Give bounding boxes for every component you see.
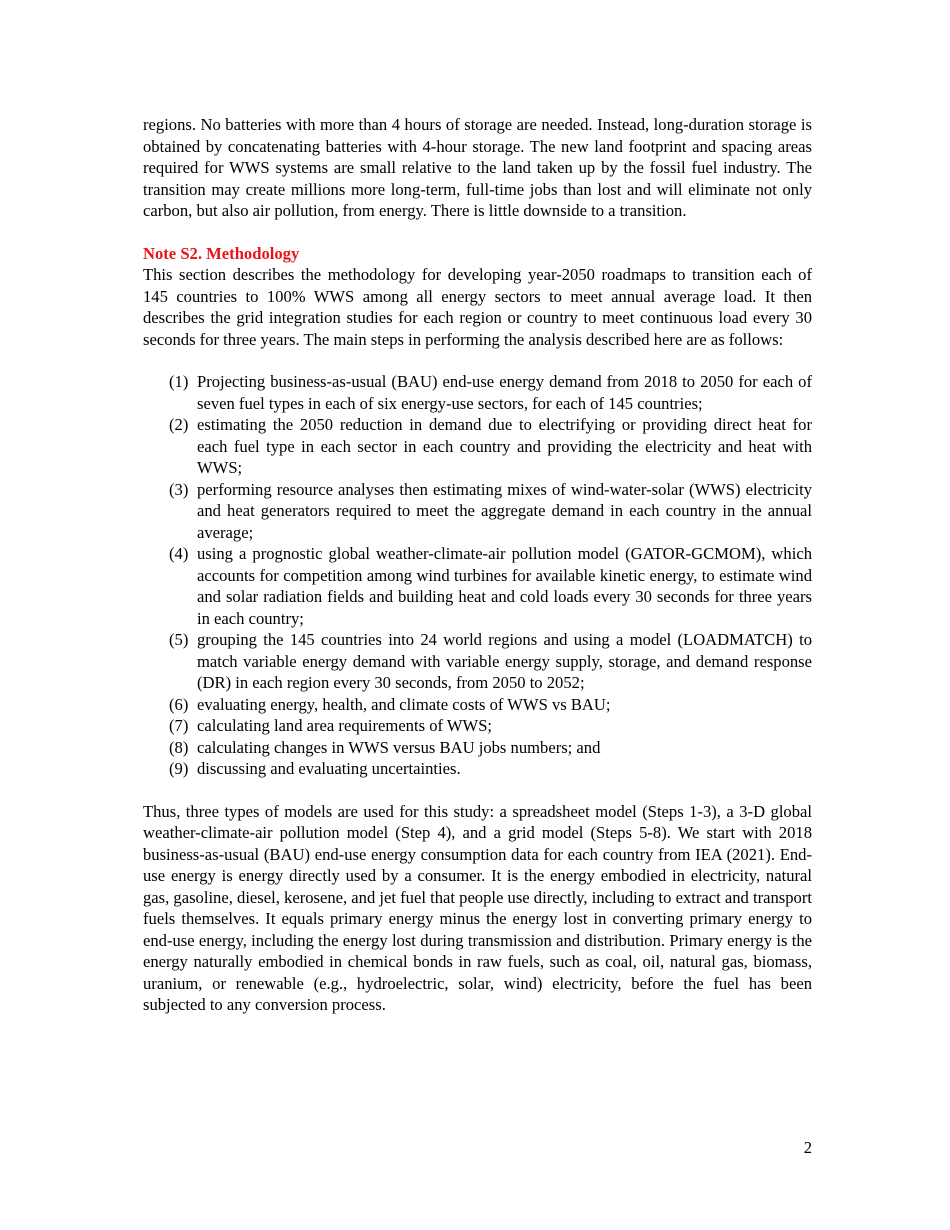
list-item xyxy=(143,737,812,759)
list-item-number: (7) xyxy=(169,716,189,735)
list-item-number: (1) xyxy=(169,372,189,391)
list-item-text: grouping the 145 countries into 24 world regions and using a model (LOADMATCH) to match variable energy demand with variable energy supply, storage, and demand response (DR) in each region every 30 seconds, from 2050 to 2052; xyxy=(197,630,812,692)
list-item-text: calculating land area requirements of WWS; xyxy=(197,716,493,735)
page-number: 2 xyxy=(803,1138,812,1157)
section-heading: Note S2. Methodology xyxy=(143,243,300,263)
list-item-text: estimating the 2050 reduction in demand due to electrifying or providing direct heat for each fuel type in each sector in each country and providing the electricity and heat with WWS; xyxy=(197,415,812,477)
list-item-number: (4) xyxy=(169,544,189,563)
list-item-text: using a prognostic global weather-climate-air pollution model (GATOR-GCMOM), which accounts for competition among wind turbines for available kinetic energy, to estimate wind and solar radiation fields and building heat and cold loads every 30 seconds for three years in each country; xyxy=(197,544,812,628)
closing-paragraph: Thus, three types of models are used for this study: a spreadsheet model (Steps 1-3), a 3-D global weather-climate-air pollution model (Step 4), and a grid model (Steps 5-8). We start with 2018 business-as-usual (BAU) end-use energy consumption data for each country from IEA (2021). End-use energy is energy directly used by a consumer. It is the energy embodied in electricity, natural gas, gasoline, diesel, kerosene, and jet fuel that people use directly, including to extract and transport fuels themselves. It equals primary energy minus the energy lost in converting primary energy to end-use energy, including the energy lost during transmission and distribution. Primary energy is the energy naturally embodied in chemical bonds in raw fuels, such as coal, oil, natural gas, biomass, uranium, or renewable (e.g., hydroelectric, solar, wind) electricity, before the fuel has been subjected to any conversion process. xyxy=(143,801,812,1014)
list-item xyxy=(143,479,812,544)
list-item-number: (6) xyxy=(169,694,189,714)
list-item-number: (3) xyxy=(169,479,189,499)
list-item-number: (5) xyxy=(169,630,189,649)
list-item-text: calculating changes in WWS versus BAU jobs numbers; and xyxy=(197,737,601,757)
list-item xyxy=(143,758,812,780)
intro-paragraph: regions. No batteries with more than 4 hours of storage are needed. Instead, long-duration storage is obtained by concatenating batteries with 4-hour storage. The new land footprint and spacing areas required for WWS systems are small relative to the land taken up by the fossil fuel industry. The transition may create millions more long-term, full-time jobs than lost and will eliminate not only carbon, but also air pollution, from energy. There is little downside to a transition. xyxy=(143,115,812,220)
page-content xyxy=(143,114,812,1016)
list-item xyxy=(143,371,812,414)
list-item xyxy=(143,715,812,737)
list-item-text: performing resource analyses then estimating mixes of wind-water-solar (WWS) electricity and heat generators required to meet the aggregate demand in each country in the annual average; xyxy=(197,479,812,542)
list-item xyxy=(143,694,812,716)
list-item-number: (9) xyxy=(169,759,189,778)
list-item-text: evaluating energy, health, and climate costs of WWS vs BAU; xyxy=(197,694,611,714)
list-item-number: (8) xyxy=(169,737,189,757)
section-lead-paragraph: This section describes the methodology for developing year-2050 roadmaps to transition each of 145 countries to 100% WWS among all energy sectors to meet annual average load. It then describes the grid integration studies for each region or country to meet continuous load every 30 seconds for three years. The main steps in performing the analysis described here are as follows: xyxy=(143,265,812,349)
list-item-number: (2) xyxy=(169,415,189,434)
methodology-steps-list xyxy=(143,371,812,780)
list-item xyxy=(143,629,812,694)
list-item-text: Projecting business-as-usual (BAU) end-use energy demand from 2018 to 2050 for each of seven fuel types in each of six energy-use sectors, for each of 145 countries; xyxy=(197,372,812,413)
list-item-text: discussing and evaluating uncertainties. xyxy=(197,759,461,778)
list-item xyxy=(143,414,812,479)
list-item xyxy=(143,543,812,629)
